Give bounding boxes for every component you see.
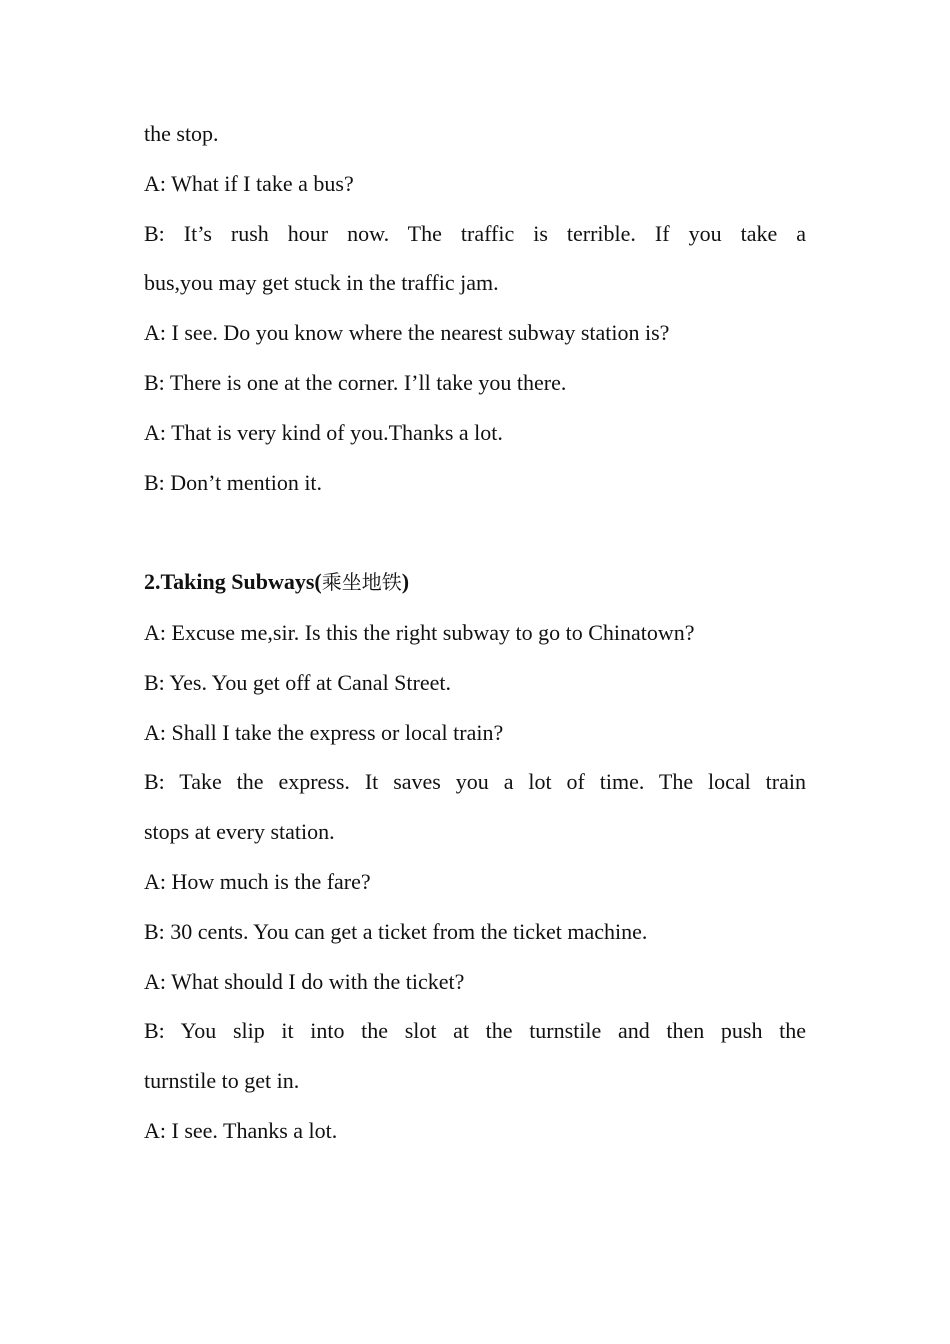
- dialogue-line-take-express-2: stops at every station.: [144, 819, 335, 845]
- dialogue-line-thanks: A: I see. Thanks a lot.: [144, 1117, 338, 1143]
- dialogue-line-rush-hour-2: bus,you may get stuck in the traffic jam.: [144, 270, 499, 296]
- section-gap: [144, 507, 806, 557]
- dialogue-line-ticket-question: A: What should I do with the ticket?: [144, 968, 465, 994]
- dialogue-line-at-corner: B: There is one at the corner. I’ll take you there.: [144, 369, 567, 395]
- dialogue-line-nearest-station: A: I see. Do you know where the nearest subway station is?: [144, 320, 670, 346]
- dialogue-line-kind-of-you: A: That is very kind of you.Thanks a lot.: [144, 419, 503, 445]
- dialogue-paragraph-slip-ticket: [144, 1006, 806, 1106]
- section-heading-close: ): [401, 569, 410, 595]
- dialogue-line-the-stop: the stop.: [144, 121, 219, 146]
- dialogue-line-slip-ticket-2: turnstile to get in.: [144, 1068, 300, 1094]
- section-heading-taking-subways: [144, 557, 806, 608]
- section-heading-en: 2.Taking Subways(: [144, 569, 322, 595]
- dialogue-line-fare: A: How much is the fare?: [144, 868, 371, 894]
- dialogue-line-canal-street: B: Yes. You get off at Canal Street.: [144, 669, 451, 695]
- section-heading-cn: 乘坐地铁: [321, 570, 402, 595]
- dialogue-line-dont-mention: B: Don’t mention it.: [144, 469, 323, 495]
- dialogue-paragraph-rush-hour: [144, 209, 806, 309]
- dialogue-line-express-or-local: A: Shall I take the express or local train?: [144, 719, 504, 745]
- dialogue-line-30-cents: B: 30 cents. You can get a ticket from the ticket machine.: [144, 918, 648, 944]
- dialogue-line-excuse-me: A: Excuse me,sir. Is this the right subway to go to Chinatown?: [144, 619, 695, 645]
- dialogue-line-take-bus: A: What if I take a bus?: [144, 170, 354, 196]
- dialogue-paragraph-take-express: [144, 757, 806, 857]
- document-page: [144, 109, 806, 1156]
- dialogue-line-take-express-1: B: Take the express. It saves you a lot of time. The local train: [144, 769, 806, 795]
- dialogue-line-slip-ticket-1: B: You slip it into the slot at the turnstile and then push the: [144, 1018, 806, 1044]
- dialogue-line-rush-hour-1: B: It’s rush hour now. The traffic is terrible. If you take a: [144, 220, 806, 246]
